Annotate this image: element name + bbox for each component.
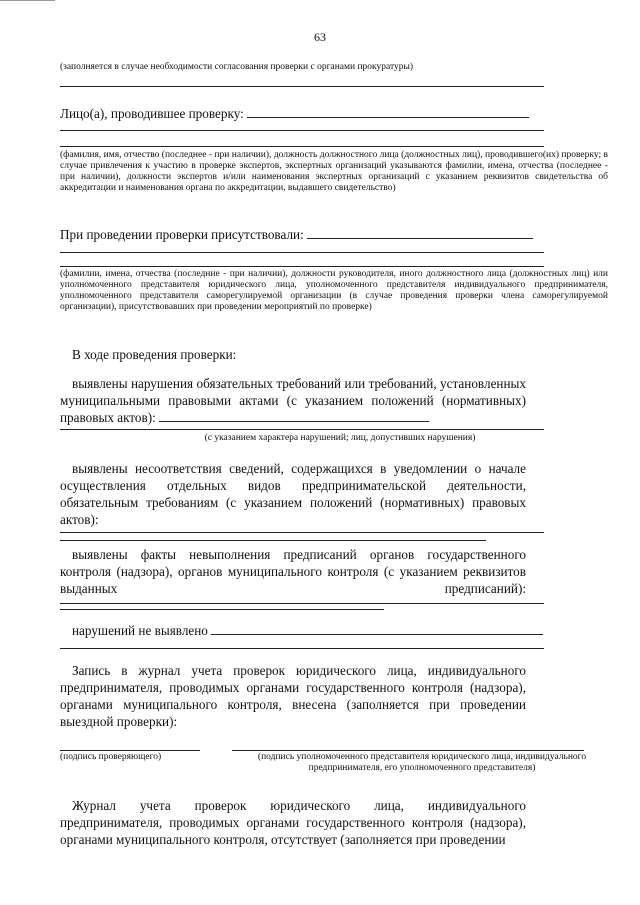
journal-entry-text: Запись в журнал учета проверок юридического лица, индивидуального предпринимателя, проводимых органами государственного контроля (надзора), органами муниципального контроля, внесена (заполняется при проведении выездной проверки): [60,663,526,729]
inspector-label: Лицо(а), проводившее проверку: [60,106,244,121]
violations-line-2 [60,429,544,430]
journal-absent-text: Журнал учета проверок юридического лица, индивидуального предпринимателя, проводимых органами государственного контроля (надзора), органами муниципального контроля, отсутствует (заполняется при проведении [60,798,526,847]
inspector-line-3 [60,146,544,147]
present-label: При проведении проверки присутствовали: [60,227,304,242]
present-row [60,226,550,243]
sign-representative-line[interactable] [232,750,584,751]
nonfulfillment-text-content: выявлены факты невыполнения предписаний органов государственного контроля (надзора), органов муниципального контроля (с указанием реквизитов выданных предписаний): [60,547,526,596]
violations-text [60,375,526,426]
prosecutor-line [60,86,544,87]
violations-text-content: выявлены нарушения обязательных требований или требований, установленных муниципальными правовыми актами (с указанием положений (нормативных) правовых актов): [60,376,526,425]
inspector-field[interactable] [247,105,529,118]
no-violations-row [72,622,552,639]
inspector-line-2 [60,130,544,131]
present-line-2 [60,252,544,253]
during-label: В ходе проведения проверки: [72,347,237,362]
nonfulfillment-line-2 [60,603,544,604]
page-number: 63 [314,30,326,44]
violations-note: (с указанием характера нарушений; лиц, допустивших нарушения) [204,433,476,443]
inspector-note: (фамилия, имя, отчество (последнее - при наличии), должность должностного лица (должностных лиц), проводившего(их) проверку; в случае привлечения к участию в проверке экспертов, экспертных организаций указываются фамилии, имена, отчества (последнее - при наличии), должности экспертов и/или наименования экспертных организаций с указанием реквизитов свидетельства об аккредитации и наименования органа по аккредитации, выдавшего свидетельство) [60,150,608,193]
no-violations-label: нарушений не выявлено [72,623,208,638]
mismatch-line-2 [60,532,544,533]
prosecutor-note: (заполняется в случае необходимости согласования проверки с органами прокуратуры) [60,62,414,72]
sign-inspector-line[interactable] [60,750,200,751]
inspector-row [60,105,550,122]
scan-edge-mark [0,0,55,1]
present-line-3 [60,266,544,267]
violations-field[interactable] [159,409,429,422]
no-violations-field[interactable] [211,622,543,635]
sign-representative-note: (подпись уполномоченного представителя юридического лица, индивидуального предпринимателя, его уполномоченного представителя) [257,752,587,773]
mismatch-text-content: выявлены несоответствия сведений, содержащихся в уведомлении о начале осуществления отдельных видов предпринимательской деятельности, обязательным требованиям (с указанием положений (нормативных) правовых актов): [60,461,526,527]
present-note: (фамилии, имена, отчества (последние - при наличии), должности руководителя, иного должностного лица (должностных лиц) или уполномоченного представителя юридического лица, уполномоченного представителя индивидуального предпринимателя, уполномоченного представителя саморегулируемой организации (в случае проведения проверки члена саморегулируемой организации), присутствовавших при проведении мероприятий по проверке) [60,269,608,312]
present-field[interactable] [307,226,533,239]
mismatch-field[interactable] [60,528,486,541]
sign-inspector-note: (подпись проверяющего) [60,752,162,762]
no-violations-line-2 [60,648,544,649]
